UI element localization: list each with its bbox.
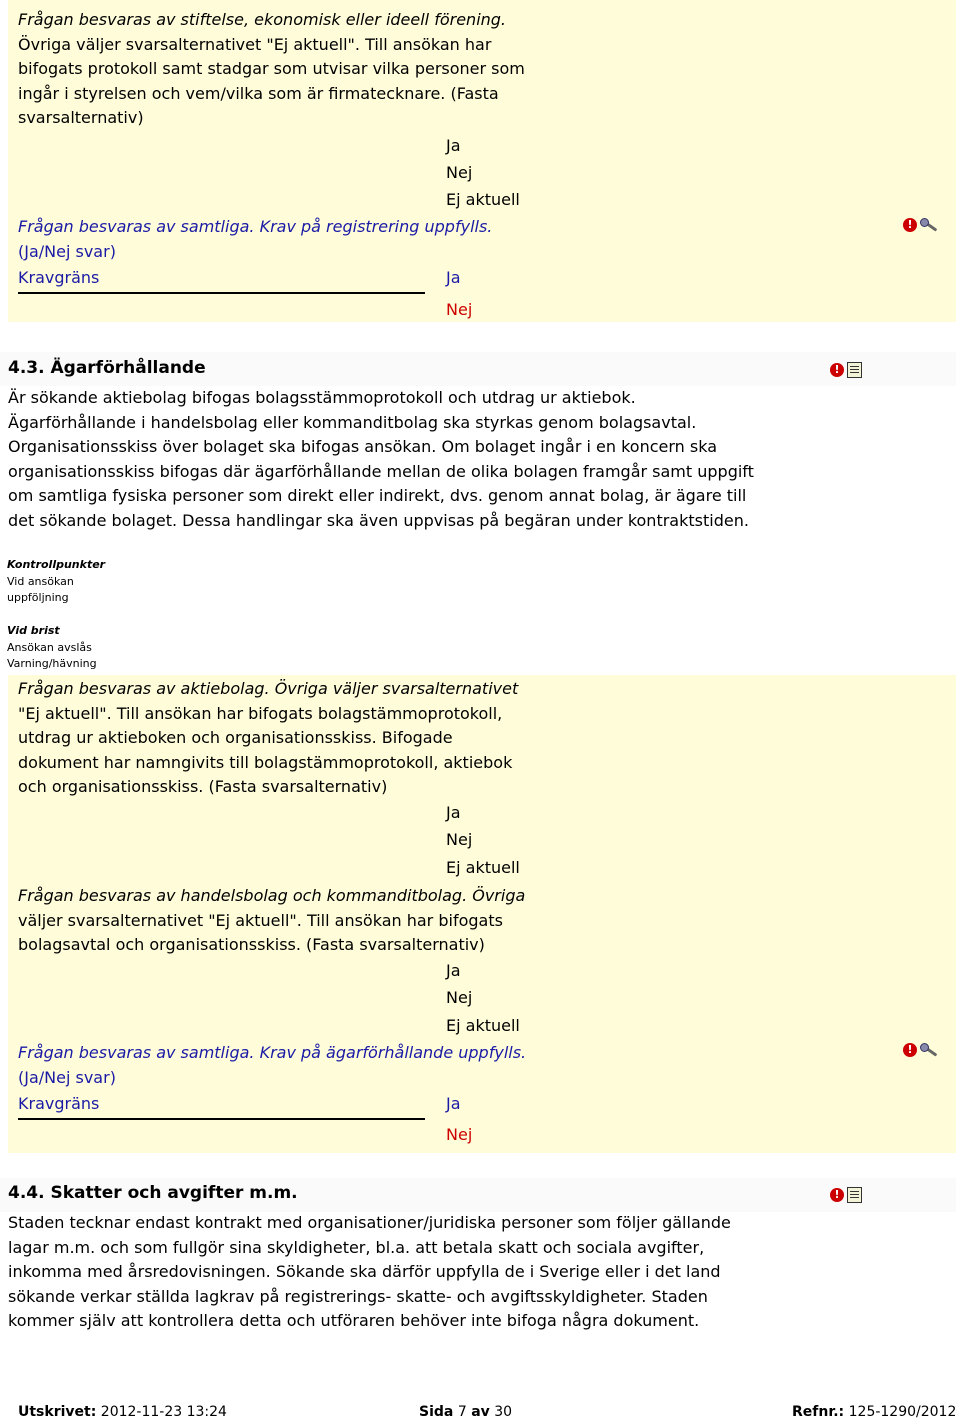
page-of-label: av	[471, 1404, 490, 1420]
answer-option[interactable]: Nej	[446, 988, 473, 1007]
question-line: bolagsavtal och organisationsskiss. (Fasta svarsalternativ)	[18, 935, 485, 954]
brist-heading: Vid brist	[7, 624, 60, 637]
question-1	[18, 8, 525, 131]
question-line: (Ja/Nej svar)	[18, 1067, 116, 1087]
icon-group	[903, 218, 938, 232]
krav-answer-yes[interactable]: Ja	[446, 268, 461, 287]
body-line: Är sökande aktiebolag bifogas bolagsstämmoprotokoll och utdrag ur aktiebok.	[8, 388, 636, 407]
kravgrans-label: Kravgräns	[18, 268, 100, 287]
question-line: bifogats protokoll samt stadgar som utvisar vilka personer som	[18, 59, 525, 78]
icon-group	[830, 1187, 862, 1203]
question-3	[18, 1041, 526, 1090]
question-2	[18, 215, 492, 264]
body-line: lagar m.m. och som fullgör sina skyldigheter, bl.a. att betala skatt och sociala avgifter,	[8, 1237, 705, 1257]
answer-option[interactable]: Nej	[446, 830, 473, 849]
question-line: Frågan besvaras av stiftelse, ekonomisk eller ideell förening.	[18, 10, 507, 29]
footer-printed	[18, 1404, 227, 1420]
question-line: Frågan besvaras av handelsbolag och kommanditbolag. Övriga	[18, 886, 526, 905]
krav-answer-no[interactable]: Nej	[446, 300, 473, 319]
body-line: Ägarförhållande i handelsbolag eller kommanditbolag ska styrkas genom bolagsavtal.	[8, 412, 697, 432]
answer-option[interactable]: Ej aktuell	[446, 190, 520, 209]
wand-icon	[920, 1043, 938, 1057]
question-2	[18, 884, 525, 958]
wand-icon	[920, 218, 938, 232]
exclamation-icon: !	[830, 1188, 844, 1202]
section-title-4-4: 4.4. Skatter och avgifter m.m.	[8, 1183, 298, 1203]
icon-group	[830, 362, 862, 378]
document-icon	[847, 362, 862, 378]
body-line: inkomma med årsredovisningen. Sökande ska därför uppfylla de i Sverige eller i det land	[8, 1262, 721, 1281]
answer-option[interactable]: Ja	[446, 803, 461, 822]
exclamation-icon: !	[903, 1043, 917, 1057]
question-block-2	[8, 675, 956, 1153]
question-line: väljer svarsalternativet "Ej aktuell". Till ansökan har bifogats	[18, 910, 503, 930]
question-line: och organisationsskiss. (Fasta svarsalternativ)	[18, 777, 388, 796]
page-number: 7	[457, 1404, 467, 1420]
body-line: sökande verkar ställda lagkrav på registrerings- skatte- och avgiftsskyldigheter. Staden	[8, 1286, 708, 1306]
question-line: "Ej aktuell". Till ansökan har bifogats bolagstämmoprotokoll,	[18, 703, 503, 723]
kravgrans-label: Kravgräns	[18, 1094, 100, 1113]
kontroll-item: uppföljning	[7, 591, 69, 604]
kontrollpunkter	[7, 557, 105, 607]
question-1	[18, 677, 518, 800]
question-line: Frågan besvaras av samtliga. Krav på registrering uppfylls.	[18, 217, 493, 236]
document-icon	[847, 1187, 862, 1203]
page-label: Sida	[419, 1404, 454, 1420]
body-line: kommer själv att kontrollera detta och utföraren behöver inte bifoga några dokument.	[8, 1311, 700, 1330]
footer-page	[419, 1404, 512, 1420]
ref-value: 125-1290/2012	[848, 1404, 957, 1420]
ref-label: Refnr.:	[792, 1404, 845, 1420]
section-body-4-4	[8, 1211, 808, 1334]
vid-brist	[7, 623, 97, 673]
question-block-1	[8, 0, 956, 322]
section-title-4-3: 4.3. Ägarförhållande	[8, 358, 206, 378]
answer-option[interactable]: Ej aktuell	[446, 1016, 520, 1035]
question-line: dokument har namngivits till bolagstämmoprotokoll, aktiebok	[18, 752, 513, 772]
answer-option[interactable]: Nej	[446, 163, 473, 182]
kontroll-heading: Kontrollpunkter	[7, 558, 106, 571]
answer-option[interactable]: Ja	[446, 961, 461, 980]
question-line: Frågan besvaras av aktiebolag. Övriga väljer svarsalternativet	[18, 679, 519, 698]
kravgrans-line	[18, 1118, 425, 1120]
printed-value: 2012-11-23 13:24	[100, 1404, 227, 1420]
exclamation-icon: !	[830, 363, 844, 377]
kravgrans-line	[18, 292, 425, 294]
kontroll-item: Vid ansökan	[7, 574, 74, 588]
answer-option[interactable]: Ja	[446, 136, 461, 155]
question-line: svarsalternativ)	[18, 108, 144, 127]
footer-ref	[792, 1404, 956, 1420]
section-body-4-3	[8, 386, 808, 533]
body-line: Staden tecknar endast kontrakt med organisationer/juridiska personer som följer gällande	[8, 1213, 731, 1232]
icon-group	[903, 1043, 938, 1057]
exclamation-icon: !	[903, 218, 917, 232]
question-line: ingår i styrelsen och vem/vilka som är firmatecknare. (Fasta	[18, 83, 499, 103]
body-line: organisationsskiss bifogas där ägarförhållande mellan de olika bolagen framgår samt uppgift	[8, 461, 754, 481]
question-line: (Ja/Nej svar)	[18, 241, 116, 261]
body-line: Organisationsskiss över bolaget ska bifogas ansökan. Om bolaget ingår i en koncern ska	[8, 437, 718, 456]
question-line: Frågan besvaras av samtliga. Krav på ägarförhållande uppfylls.	[18, 1043, 527, 1062]
question-line: utdrag ur aktieboken och organisationsskiss. Bifogade	[18, 728, 453, 747]
answer-option[interactable]: Ej aktuell	[446, 858, 520, 877]
brist-item: Varning/hävning	[7, 657, 97, 670]
page-total: 30	[494, 1404, 513, 1420]
question-line: Övriga väljer svarsalternativet "Ej aktuell". Till ansökan har	[18, 34, 492, 54]
body-line: om samtliga fysiska personer som direkt eller indirekt, dvs. genom annat bolag, är ägare till	[8, 486, 747, 505]
krav-answer-no[interactable]: Nej	[446, 1125, 473, 1144]
brist-item: Ansökan avslås	[7, 640, 92, 654]
body-line: det sökande bolaget. Dessa handlingar ska även uppvisas på begäran under kontraktstiden.	[8, 510, 749, 530]
krav-answer-yes[interactable]: Ja	[446, 1094, 461, 1113]
printed-label: Utskrivet:	[18, 1404, 97, 1420]
